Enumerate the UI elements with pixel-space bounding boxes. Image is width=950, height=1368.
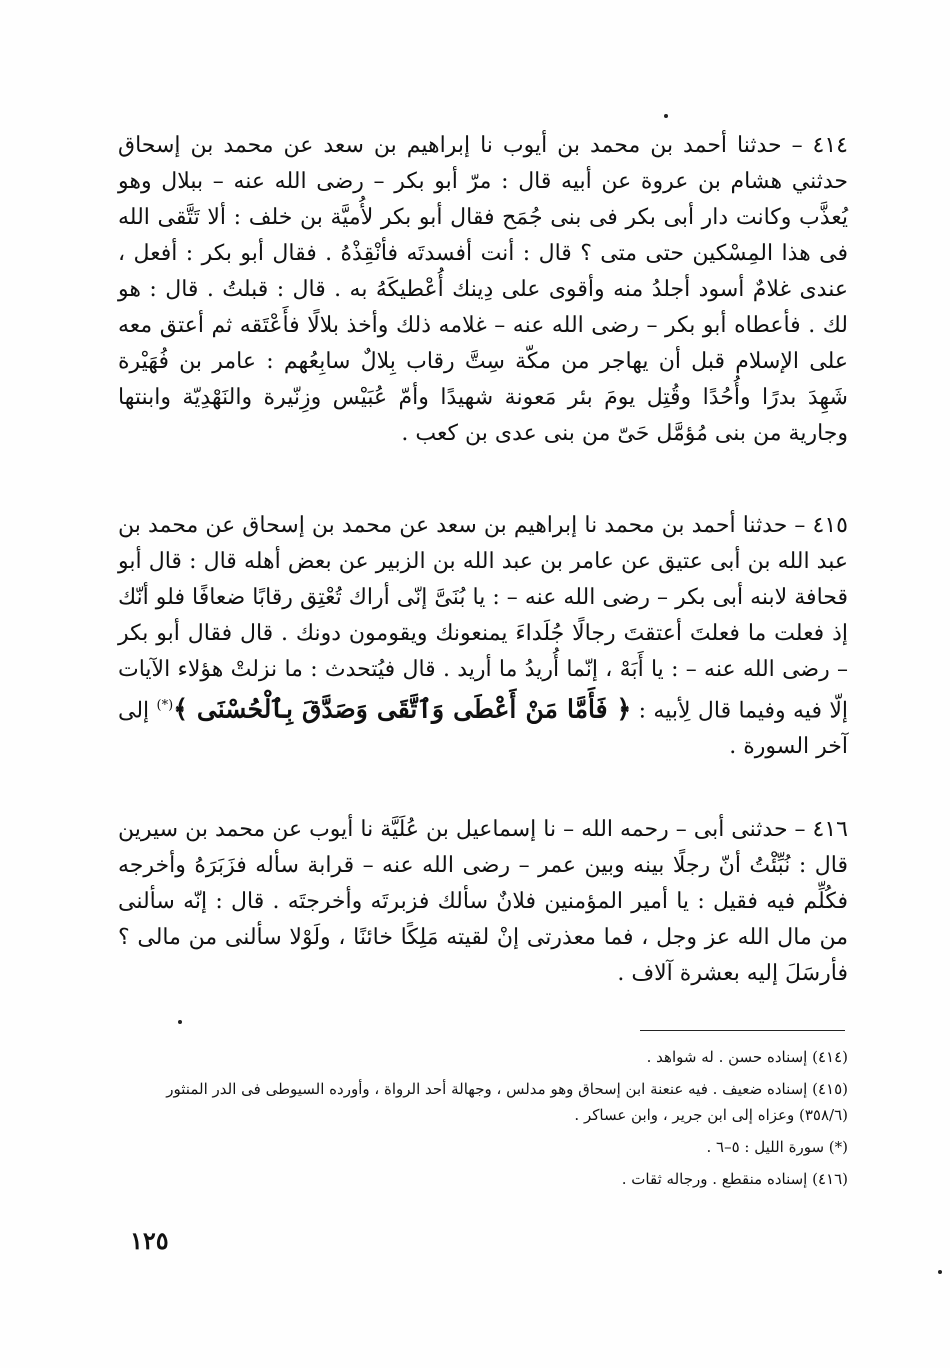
paragraph-416 (118, 812, 848, 992)
footnote-star: (*) سورة الليل : ٥–٦ . (706, 1138, 848, 1156)
corner-speck (938, 1270, 942, 1274)
paragraph-415-after: إلى آخر السورة . (118, 698, 848, 760)
paragraph-415-before: ٤١٥ – حدثنا أحمد بن محمد نا إبراهيم بن سعد عن محمد بن إسحاق عن محمد بن عبد الله بن أبى عتيق عن عامر بن عبد الله بن الزبير عن بعض أهله قال : قال أبو قحافة لابنه أبى بكر – رضى الله عنه – : يا بُنَىَّ إنّى أراك تُعْتِق رقابًا ضعافًا فلو أنّك إذ فعلت ما فعلتَ أعتقتَ رجالًا جُلَداءَ يمنعونك ويقومون دونك . قال فقال أبو بكر – رضى الله عنه – : يا أَبَهْ ، إنّما أُريدُ ما أريد . قال فيُتحدث : ما نزلتْ هؤلاء الآيات إلّا فيه وفيما قال لِأبيه : (118, 513, 848, 724)
page-number: ١٢٥ (130, 1226, 169, 1255)
top-speck (664, 114, 668, 118)
footnotes (118, 1044, 848, 1198)
footnote-415: (٤١٥) إسناده ضعيف . فيه عنعنة ابن إسحاق وهو مدلس ، وجهالة أحد الرواة ، وأورده السيوطى فى الدر المنثور (٣٥٨/٦) وعزاه إلى ابن جرير ، وابن عساكر . (166, 1080, 848, 1124)
footnote-marker: (*) (156, 698, 174, 713)
paragraph-414 (118, 128, 848, 452)
footnote-divider (640, 1030, 845, 1031)
paragraph-415-text (118, 508, 848, 765)
side-speck (178, 1020, 182, 1024)
paragraph-415 (118, 508, 848, 765)
quran-verse: ﴿ فَأَمَّا مَنْ أَعْطَى وَٱتَّقَى وَصَدَّقَ بِٱلْحُسْنَى ﴾ (173, 694, 632, 724)
footnote-414: (٤١٤) إسناده حسن . له شواهد . (646, 1048, 848, 1066)
footnote-416: (٤١٦) إسناده منقطع . ورجاله ثقات . (621, 1170, 848, 1188)
paragraph-414-text: ٤١٤ – حدثنا أحمد بن محمد بن أيوب نا إبراهيم بن سعد عن محمد بن إسحاق حدثني هشام بن عروة عن أبيه قال : مرّ أبو بكر – رضى الله عنه – ببلال وهو يُعذَّب وكانت دار أبى بكر فى بنى جُمَح فقال أبو بكر لأُميَّة بن خلف : ألا تَتَّقى الله فى هذا المِسْكين حتى متى ؟ قال : أنت أفسدتَه فأنْقِذْهُ . فقال أبو بكر : أفعل ، عندى غلامٌ أسود أجلدُ منه وأقوى على دِينك أُعْطيكَهُ به . قال : قبلتُ . قال : هو لك . فأعطاه أبو بكر – رضى الله عنه – غلامه ذلك وأخذ بلالًا فأَعْتَقه ثم أعتق معه على الإسلام قبل أن يهاجر من مكّة سِتَّ رقاب بِلالٌ سابِعُهم : عامر بن فُهَيْرة شَهِدَ بدرًا وأُحُدًا وقُتِل يومَ بئر مَعونة شهيدًا وأمّ عُبَيْس وزِنّيرة والنَهْدِيّة وابنتها وجارية من بنى مُؤمَّل حَىّ من بنى عدى بن كعب . (118, 133, 848, 446)
paragraph-416-text: ٤١٦ – حدثنى أبى – رحمه الله – نا إسماعيل بن عُلَيَّة نا أيوب عن محمد بن سيرين قال : نُبِّئْتُ أنّ رجلًا بينه وبين عمر – رضى الله عنه – قرابة سأله فزَبَرَهُ وأخرجه فكُلِّم فيه فقيل : يا أمير المؤمنين فلانٌ سألك فزبرتَه وأخرجتَه . قال : إنّه سألنى من مال الله عز وجل ، فما معذرتى إنْ لقيته مَلِكًا خائنًا ، ولَوْلا سألنى من مالى ؟ فأرسَلَ إليه بعشرة آلاف . (118, 817, 848, 986)
